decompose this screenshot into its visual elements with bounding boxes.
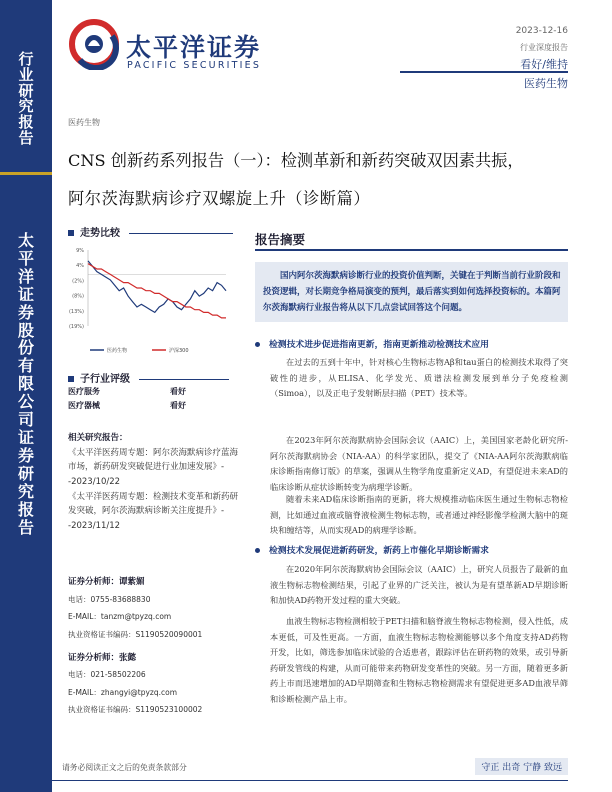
sidebar-company-label — [0, 232, 52, 536]
y-tick-label: 4% — [76, 263, 84, 270]
pacific-securities-logo-icon — [68, 18, 120, 70]
series-line-医药生物 — [88, 261, 226, 313]
summary-bullet — [255, 337, 489, 350]
bullet-text: 检测技术进步促进指南更新，指南更新推动检测技术应用 — [269, 340, 489, 350]
rating-section-heading — [68, 370, 229, 385]
sidebar-char: 有 — [17, 356, 34, 376]
sidebar-char: 告 — [17, 517, 34, 537]
sidebar-char: 公 — [17, 392, 34, 412]
related-reports-heading: 相关研究报告： — [68, 433, 128, 443]
y-tick-label: 9% — [76, 248, 84, 254]
summary-heading: 报告摘要 — [255, 232, 306, 247]
rating-row-value: 看好 — [170, 401, 186, 410]
rating-row-value: 看好 — [170, 387, 186, 396]
sidebar-char: 研 — [18, 81, 34, 100]
sidebar-char: 告 — [18, 128, 34, 147]
sidebar-char: 报 — [17, 499, 34, 519]
sidebar-char: 股 — [17, 320, 34, 340]
sidebar-char: 行 — [18, 50, 34, 68]
analyst-license: 执业资格证书编码：S1190520090001 — [68, 630, 203, 639]
section-marker-icon — [68, 230, 74, 236]
sidebar-separator — [0, 172, 52, 175]
summary-divider — [255, 249, 568, 251]
report-title-line-1: CNS 创新药系列报告（一）：检测革新和新药突破双因素共振， — [68, 151, 524, 170]
trend-comparison-chart — [66, 240, 236, 358]
brand-name-cn: 太平洋证券 — [126, 33, 262, 62]
breadcrumb: 医药生物 — [68, 118, 100, 127]
industry-rating: 看好/维持 — [520, 58, 568, 71]
summary-paragraph: 在过去的五到十年中，针对核心生物标志物Aβ和tau蛋白的检测技术取得了突破性的进步，从ELISA、化学发光、质谱法检测发展到单分子免疫检测（Simoa），以及正电子发射断层扫描（PET）技术等。 — [270, 357, 568, 399]
trend-heading-text: 走势比较 — [80, 228, 120, 239]
analyst-email[interactable]: E-MAIL：tanzm@tpyzq.com — [68, 612, 172, 621]
rating-row — [68, 386, 238, 397]
summary-paragraph: 在2020年阿尔茨海默病协会国际会议（AAIC）上，研究人员报告了最新的血液生物标志物检测结果，引起了业界的广泛关注，被认为是有望革新AD早期诊断和加快AD药物开发过程的重大突破。 — [270, 564, 568, 606]
legend-label: 医药生物 — [107, 348, 128, 354]
footer-divider — [52, 780, 568, 781]
legend-label: 沪深300 — [169, 348, 189, 354]
y-tick-label: (13%) — [68, 308, 84, 315]
analyst-heading: 证券分析师：谭紫媚 — [68, 577, 145, 587]
summary-intro-box: 国内阿尔茨海默病诊断行业的投资价值判断，关键在于判断当前行业阶段和投资逻辑，对长期竞争格局演变的预判，最后落实到如何选择投资标的。本篇阿尔茨海默病行业报告将从以下几点尝试回答这个问题。 — [255, 262, 568, 322]
rating-row — [68, 400, 238, 411]
rating-row-name: 医疗器械 — [68, 401, 100, 410]
sidebar-char: 证 — [17, 427, 34, 447]
sidebar-char: 平 — [17, 248, 34, 268]
summary-paragraph: 血液生物标志物检测相较于PET扫描和脑脊液生物标志物检测，侵入性低，成本更低，可及性更高。一方面，血液生物标志物检测能够以多个角度支持AD药物开发，比如，筛选参加临床试验的合适患者，跟踪评估在研药物的效果，或引导新药研发管线的构建，从而可能带来药物研发变革性的突破。另一方面，随着更多新药上市而迅速增加的AD早期筛查和生物标志物检测需求有望促进更多AD血液早筛和诊断检测产品上市。 — [270, 616, 568, 704]
sidebar-char: 证 — [17, 284, 34, 304]
sidebar-report-category — [0, 52, 52, 147]
bullet-text: 检测技术发展促进新药研发，新药上市催化早期诊断需求 — [269, 546, 489, 556]
sidebar-char: 司 — [17, 410, 34, 430]
analyst-phone: 电话：021-58502206 — [68, 670, 146, 679]
summary-bullet — [255, 543, 489, 556]
report-date: 2023-12-16 — [515, 26, 568, 36]
sidebar-char: 报 — [18, 113, 34, 131]
brand-name-en: PACIFIC SECURITIES — [127, 60, 262, 71]
analyst-license: 执业资格证书编码：S1190523100002 — [68, 705, 203, 714]
header-industry: 医药生物 — [524, 77, 568, 90]
summary-paragraph: 随着未来AD临床诊断指南的更新，将大规模推动临床医生通过生物标志物检测，比如通过血液或脑脊液检测生物标志物，或者通过神经影像学检测大脑中的斑块和缠结等，从而实现AD的病理学诊断。 — [270, 494, 568, 536]
heading-rule — [129, 233, 233, 234]
sidebar-char: 限 — [17, 374, 34, 394]
analyst-heading: 证券分析师：张懿 — [68, 653, 137, 663]
bullet-dot-icon — [255, 342, 260, 347]
y-tick-label: (2%) — [72, 278, 84, 285]
related-report-link[interactable]: 《太平洋医药周专题：检测技术变革和新药研发突破，阿尔茨海默病诊断关注度提升》--2023/11/12 — [68, 492, 239, 531]
sidebar-char: 份 — [17, 338, 34, 358]
rating-row-name: 医疗服务 — [68, 387, 100, 396]
analyst-phone: 电话：0755-83688830 — [68, 595, 151, 604]
header-divider — [400, 71, 568, 73]
bullet-dot-icon — [255, 548, 260, 553]
y-tick-label: (8%) — [72, 293, 84, 300]
heading-rule — [139, 379, 229, 380]
report-type: 行业深度报告 — [520, 43, 568, 52]
section-marker-icon — [68, 376, 74, 382]
report-title-line-2: 阿尔茨海默病诊疗双螺旋上升（诊断篇） — [68, 189, 371, 208]
y-tick-label: (19%) — [68, 324, 84, 330]
related-report-link[interactable]: 《太平洋医药周专题：阿尔茨海默病诊疗蓝海市场，新药研发突破促进行业加速发展》--2023/10/22 — [68, 448, 239, 487]
sidebar-char: 券 — [17, 445, 34, 465]
sidebar-char: 研 — [17, 463, 34, 483]
trend-section-heading — [68, 224, 233, 239]
footer-disclaimer: 请务必阅读正文之后的免责条款部分 — [62, 763, 187, 772]
sidebar-char: 券 — [17, 302, 34, 322]
rating-heading-text: 子行业评级 — [80, 374, 130, 385]
summary-paragraph: 在2023年阿尔茨海默病协会国际会议（AAIC）上，美国国家老龄化研究所-阿尔茨海默病协会（NIA-AA）的科学家团队，提交了《NIA-AA阿尔茨海默病临床诊断指南修订版》的草案，强调从生物学角度重新定义AD，有望促进未来AD的临床诊断从症状诊断转变为病理学诊断。 — [270, 435, 568, 492]
sidebar-char: 究 — [17, 481, 34, 501]
sidebar-char: 究 — [18, 97, 34, 116]
sidebar-char: 洋 — [17, 266, 34, 286]
analyst-email[interactable]: E-MAIL：zhangyi@tpyzq.com — [68, 688, 177, 697]
footer-motto: 守正 出奇 宁静 致远 — [475, 758, 568, 775]
sidebar-char: 太 — [17, 231, 34, 250]
sidebar-char: 业 — [18, 65, 34, 84]
